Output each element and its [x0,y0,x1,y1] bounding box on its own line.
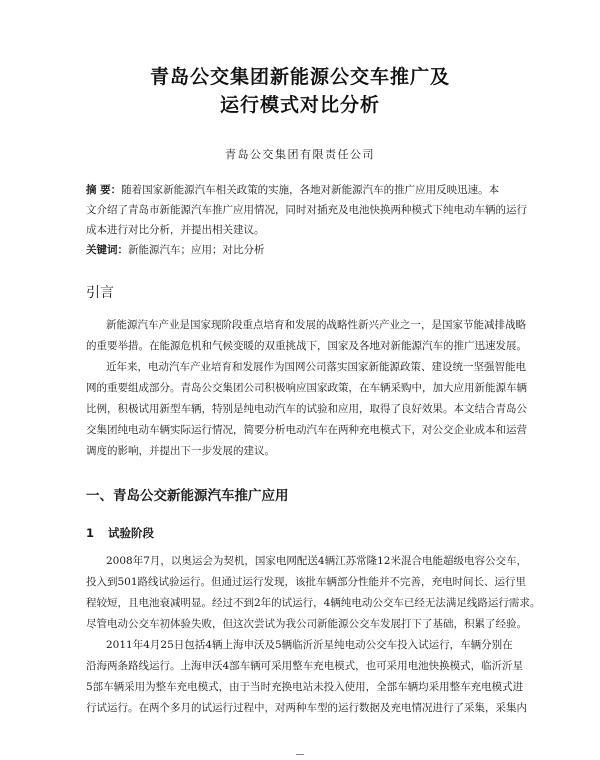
subsection-number: 1 [86,526,95,540]
section-body [86,551,541,719]
abstract-line: 文介绍了青岛市新能源汽车推广应用情况，同时对插充及电池快换两种模式下纯电动车辆的运行 [86,204,527,216]
introduction-body [86,315,534,462]
paragraph-line: 2011年4月25日包括4辆上海申沃及5辆临沂沂星纯电动公交车投入试运行，车辆分别在 [106,639,513,651]
abstract-line: 成本进行对比分析，并提出相关建议。 [86,224,265,236]
paragraph-line: 尽管电动公交车初体验失败，但这次尝试为我公司新能源公交车发展打下了基础，积累了经验。 [86,618,527,630]
paragraph-line: 行试运行。在两个多月的试运行过程中，对两种车型的运行数据及充电情况进行了采集，采集内 [86,702,527,714]
keywords [86,240,526,260]
paragraph-line: 近年来，电动汽车产业培育和发展作为国网公司落实国家新能源政策、建设统一坚强智能电 [106,361,526,373]
abstract-text: 随着国家新能源汽车相关政策的实施，各地对新能源汽车的推广应用反映迅速。本 [121,184,500,196]
paper-title-line-2: 运行模式对比分析 [219,94,380,116]
keywords-label: 关键词： [86,244,128,256]
paragraph-line: 的重要举措。在能源危机和气候变暖的双重挑战下，国家及各地对新能源汽车的推广迅速发展。 [86,340,527,352]
paragraph-line: 2008年7月，以奥运会为契机，国家电网配送4辆江苏常隆12米混合电能超级电容公交车， [106,555,527,567]
page-number: — [295,750,305,760]
paragraph-line: 投入到501路线试验运行。但通过运行发现，该批车辆部分性能并不完善，充电时间长、运行里 [86,576,527,588]
paragraph-line: 调度的影响，并提出下一步发展的建议。 [86,445,275,457]
section-heading: 一、青岛公交新能源汽车推广应用 [86,488,289,504]
paragraph-line: 交集团纯电动车辆实际运行情况，简要分析电动汽车在两种充电模式下，对公交企业成本和运营 [86,424,527,436]
abstract-line [86,180,526,200]
subsection-title: 试验阶段 [108,526,155,540]
keywords-text: 新能源汽车；应用；对比分析 [128,244,265,256]
introduction-heading: 引言 [86,285,114,301]
paragraph-line: 5部车辆采用为整车充电模式，由于当时充换电站未投入使用，全部车辆均采用整车充电模式进 [86,681,524,693]
paragraph-line: 程较短，且电池衰减明显。经过不到2年的试运行，4辆纯电动公交车已经无法满足线路运行需求。 [86,597,541,609]
abstract [86,180,526,240]
paragraph-line: 网的重要组成部分。青岛公交集团公司积极响应国家政策，在车辆采购中，加大应用新能源车辆 [86,382,527,394]
author-affiliation: 青岛公交集团有限责任公司 [225,148,375,161]
subsection-heading [86,525,154,541]
paragraph-line: 比例，积极试用新型车辆，特别是纯电动汽车的试验和应用，取得了良好效果。本文结合青岛公 [86,403,527,415]
abstract-label: 摘 要： [86,184,122,196]
paragraph-line: 沿海两条路线运行。上海申沃4部车辆可采用整车充电模式，也可采用电池快换模式，临沂沂星 [86,660,524,672]
paper-title-line-1: 青岛公交集团新能源公交车推广及 [149,66,450,88]
paragraph-line: 新能源汽车产业是国家现阶段重点培育和发展的战略性新兴产业之一，是国家节能减排战略 [106,319,526,331]
